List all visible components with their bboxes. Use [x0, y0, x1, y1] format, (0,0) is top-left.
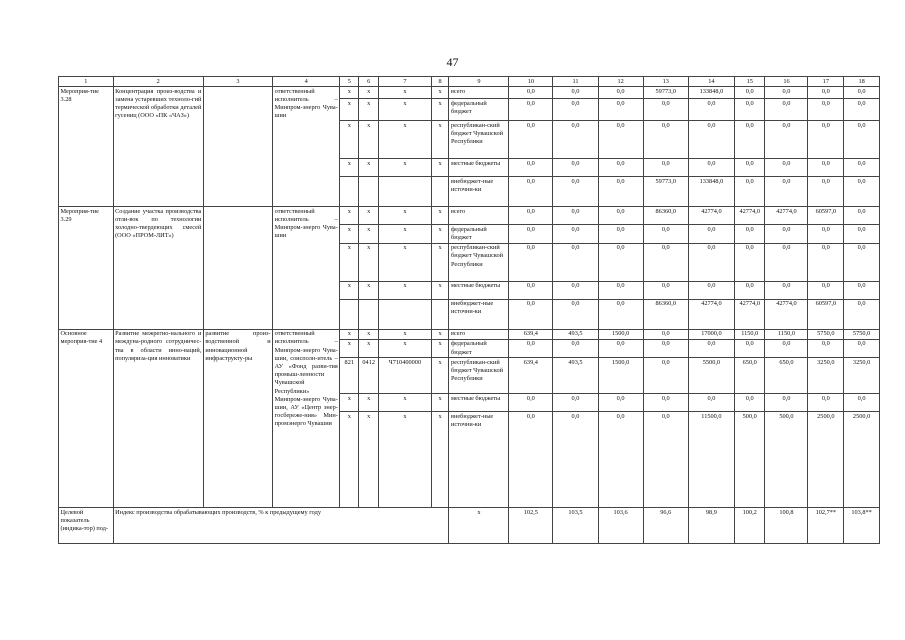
value-cell: 0,0 — [808, 99, 844, 121]
value-cell: 0,0 — [598, 121, 643, 159]
code-cell: х — [359, 394, 379, 412]
value-cell: 0,0 — [643, 339, 688, 357]
value-cell: 0,0 — [844, 394, 880, 412]
code-cell: х — [431, 99, 449, 121]
value-cell: 2500,0 — [844, 412, 880, 508]
value-cell: 0,0 — [509, 339, 553, 357]
value-cell: 0,0 — [688, 281, 734, 299]
code-cell: х — [431, 87, 449, 99]
measure-goal-cell — [203, 87, 272, 207]
value-cell: 0,0 — [844, 243, 880, 281]
code-cell: х — [379, 329, 431, 339]
code-cell: х — [359, 329, 379, 339]
value-cell: 0,0 — [765, 243, 808, 281]
executor-cell: ответственный исполнитель – Минпром-энерго Чува-шии — [273, 87, 340, 207]
code-cell: х — [379, 281, 431, 299]
table-row — [59, 207, 880, 225]
value-cell: 42774,0 — [735, 207, 765, 225]
funding-source-cell: внебюджет-ные источни-ки — [449, 177, 509, 207]
code-cell: х — [379, 159, 431, 177]
code-cell: х — [340, 281, 359, 299]
value-cell: 0,0 — [808, 159, 844, 177]
funding-source-cell: местные бюджеты — [449, 394, 509, 412]
value-cell: 0,0 — [844, 121, 880, 159]
code-cell: х — [340, 243, 359, 281]
code-cell: х — [340, 339, 359, 357]
measure-description-cell: Концентрация произ-водства и замена устаревших техноло-гий термической обработки деталей гусениц (ООО «ПК «ЧАЗ») — [113, 87, 203, 207]
code-cell: х — [359, 225, 379, 243]
measure-name-cell: Основное мероприя-тие 4 — [59, 329, 114, 508]
value-cell: 0,0 — [688, 339, 734, 357]
indicator-description-cell: Индекс производства обрабатывающих производств, % к предыдущему году — [113, 508, 449, 544]
value-cell: 42774,0 — [735, 299, 765, 329]
funding-source-cell: федеральный бюджет — [449, 99, 509, 121]
value-cell: 0,0 — [688, 225, 734, 243]
value-cell: 0,0 — [808, 87, 844, 99]
value-cell: 42774,0 — [765, 207, 808, 225]
value-cell: 3250,0 — [808, 358, 844, 394]
value-cell: 0,0 — [509, 281, 553, 299]
value-cell: 0,0 — [553, 412, 598, 508]
code-cell: х — [431, 394, 449, 412]
value-cell: 0,0 — [735, 99, 765, 121]
value-cell: 0,0 — [735, 394, 765, 412]
value-cell: 0,0 — [553, 281, 598, 299]
value-cell: 0,0 — [598, 159, 643, 177]
value-cell: 0,0 — [509, 207, 553, 225]
header-cell: 12 — [598, 77, 643, 87]
value-cell: 0,0 — [643, 121, 688, 159]
value-cell: 0,0 — [553, 339, 598, 357]
value-cell: 639,4 — [509, 329, 553, 339]
value-cell: 0,0 — [765, 159, 808, 177]
code-cell: х — [379, 121, 431, 159]
value-cell: 0,0 — [735, 339, 765, 357]
code-cell: х — [359, 99, 379, 121]
table-row — [59, 87, 880, 99]
code-cell — [431, 299, 449, 329]
header-cell: 1 — [59, 77, 114, 87]
value-cell: 0,0 — [844, 339, 880, 357]
value-cell: 42774,0 — [688, 207, 734, 225]
value-cell: 0,0 — [844, 225, 880, 243]
funding-source-cell: всего — [449, 329, 509, 339]
value-cell: 0,0 — [509, 121, 553, 159]
value-cell: 0,0 — [643, 394, 688, 412]
header-cell: 9 — [449, 77, 509, 87]
value-cell: 2500,0 — [808, 412, 844, 508]
value-cell: 0,0 — [598, 281, 643, 299]
code-cell: х — [340, 225, 359, 243]
value-cell: 0,0 — [643, 412, 688, 508]
code-cell — [359, 177, 379, 207]
header-cell: 7 — [379, 77, 431, 87]
value-cell: 0,0 — [688, 243, 734, 281]
value-cell: 1150,0 — [765, 329, 808, 339]
code-cell: х — [340, 207, 359, 225]
header-cell: 8 — [431, 77, 449, 87]
value-cell: 0,0 — [509, 412, 553, 508]
value-cell: 0,0 — [688, 394, 734, 412]
value-cell: 5750,0 — [844, 329, 880, 339]
value-cell: 42774,0 — [688, 299, 734, 329]
value-cell: 1500,0 — [598, 358, 643, 394]
value-cell: 0,0 — [808, 394, 844, 412]
value-cell: 0,0 — [553, 225, 598, 243]
header-cell: 4 — [273, 77, 340, 87]
value-cell: 1150,0 — [735, 329, 765, 339]
header-cell: 15 — [735, 77, 765, 87]
value-cell: 86360,0 — [643, 207, 688, 225]
measure-goal-cell — [203, 207, 272, 329]
code-cell — [431, 177, 449, 207]
value-cell: 0,0 — [735, 121, 765, 159]
value-cell: 0,0 — [844, 281, 880, 299]
code-cell: 0412 — [359, 358, 379, 394]
value-cell: 0,0 — [765, 87, 808, 99]
value-cell: 0,0 — [598, 177, 643, 207]
funding-source-cell: республикан-ский бюджет Чувашской Республики — [449, 243, 509, 281]
value-cell: 96,6 — [643, 508, 688, 544]
value-cell: 0,0 — [844, 299, 880, 329]
header-row — [59, 77, 880, 87]
value-cell: 0,0 — [598, 412, 643, 508]
value-cell: 0,0 — [844, 99, 880, 121]
code-cell: х — [359, 339, 379, 357]
measure-goal-cell: развитие произ-водственной и инновационной инфраструкту-ры — [203, 329, 272, 508]
code-cell — [340, 177, 359, 207]
value-cell: 102,5 — [509, 508, 553, 544]
code-cell: 821 — [340, 358, 359, 394]
code-cell: х — [379, 99, 431, 121]
code-cell: х — [379, 243, 431, 281]
value-cell: 0,0 — [553, 394, 598, 412]
value-cell: 0,0 — [808, 243, 844, 281]
value-cell: 100,8 — [765, 508, 808, 544]
value-cell: 86360,0 — [643, 299, 688, 329]
value-cell: 639,4 — [509, 358, 553, 394]
value-cell: 0,0 — [553, 159, 598, 177]
value-cell: 0,0 — [509, 299, 553, 329]
value-cell: 103,8** — [844, 508, 880, 544]
value-cell: 0,0 — [598, 87, 643, 99]
value-cell: 0,0 — [509, 159, 553, 177]
indicator-row — [59, 508, 880, 544]
code-cell: х — [431, 339, 449, 357]
value-cell: 0,0 — [643, 281, 688, 299]
header-cell: 11 — [553, 77, 598, 87]
value-cell: 650,0 — [735, 358, 765, 394]
value-cell: 0,0 — [844, 177, 880, 207]
code-cell: х — [379, 394, 431, 412]
value-cell: 5500,0 — [688, 358, 734, 394]
value-cell: 5750,0 — [808, 329, 844, 339]
budget-table — [58, 76, 880, 544]
code-cell: х — [431, 358, 449, 394]
value-cell: 0,0 — [735, 87, 765, 99]
measure-description-cell: Развитие межрегио-нального и междуна-родного сотрудничес-тва в области инно-ваций, популяриза-ция инноватики — [113, 329, 203, 508]
value-cell: 0,0 — [643, 358, 688, 394]
code-cell: х — [431, 412, 449, 508]
header-cell: 5 — [340, 77, 359, 87]
value-cell: 0,0 — [765, 177, 808, 207]
code-cell: х — [359, 207, 379, 225]
code-cell: х — [359, 412, 379, 508]
code-cell: х — [340, 394, 359, 412]
funding-source-cell: республикан-ский бюджет Чувашской Республики — [449, 121, 509, 159]
value-cell: 59773,0 — [643, 87, 688, 99]
header-cell: 3 — [203, 77, 272, 87]
value-cell: 0,0 — [598, 99, 643, 121]
code-cell: х — [379, 412, 431, 508]
value-cell: 0,0 — [765, 121, 808, 159]
value-cell: 0,0 — [553, 99, 598, 121]
value-cell: 0,0 — [765, 281, 808, 299]
header-cell: 16 — [765, 77, 808, 87]
value-cell: 0,0 — [643, 329, 688, 339]
value-cell: 0,0 — [509, 87, 553, 99]
header-cell: 14 — [688, 77, 734, 87]
value-cell: 11500,0 — [688, 412, 734, 508]
code-cell — [379, 299, 431, 329]
code-cell: х — [340, 99, 359, 121]
code-cell: х — [431, 121, 449, 159]
value-cell: 0,0 — [509, 99, 553, 121]
code-cell: х — [379, 207, 431, 225]
code-cell: х — [431, 207, 449, 225]
code-cell: х — [359, 87, 379, 99]
code-cell: х — [359, 281, 379, 299]
value-cell: 103,5 — [553, 508, 598, 544]
value-cell: 102,7** — [808, 508, 844, 544]
value-cell: 0,0 — [553, 87, 598, 99]
code-cell: х — [379, 225, 431, 243]
value-cell: 0,0 — [509, 394, 553, 412]
value-cell: 493,5 — [553, 358, 598, 394]
executor-cell: ответственный исполнитель – Минпром-энерго Чува-шии — [273, 207, 340, 329]
value-cell: 0,0 — [598, 299, 643, 329]
value-cell: 103,6 — [598, 508, 643, 544]
value-cell: 0,0 — [808, 121, 844, 159]
value-cell: 0,0 — [808, 225, 844, 243]
indicator-name-cell: Целевой показатель (индика-тор) под- — [59, 508, 114, 544]
value-cell: 0,0 — [688, 159, 734, 177]
value-cell: 0,0 — [509, 225, 553, 243]
value-cell: 0,0 — [553, 207, 598, 225]
header-cell: 2 — [113, 77, 203, 87]
code-cell: х — [449, 508, 509, 544]
value-cell: 0,0 — [844, 87, 880, 99]
measure-description-cell: Создание участка производства отли-вок по технологии холодно-твердеющих смесей (ООО «ПРОМ-ЛИТ») — [113, 207, 203, 329]
code-cell: х — [359, 243, 379, 281]
value-cell: 1500,0 — [598, 329, 643, 339]
measure-name-cell: Мероприя-тие 3.28 — [59, 87, 114, 207]
code-cell: х — [340, 121, 359, 159]
value-cell: 0,0 — [765, 225, 808, 243]
code-cell: Ч710400000 — [379, 358, 431, 394]
value-cell: 500,0 — [765, 412, 808, 508]
code-cell: х — [340, 329, 359, 339]
code-cell: х — [359, 121, 379, 159]
code-cell: х — [431, 225, 449, 243]
value-cell: 133848,0 — [688, 87, 734, 99]
value-cell: 493,5 — [553, 329, 598, 339]
funding-source-cell: республикан-ский бюджет Чувашской Республики — [449, 358, 509, 394]
value-cell: 0,0 — [643, 243, 688, 281]
value-cell: 0,0 — [509, 243, 553, 281]
code-cell: х — [379, 87, 431, 99]
value-cell: 0,0 — [735, 177, 765, 207]
value-cell: 0,0 — [598, 225, 643, 243]
value-cell: 0,0 — [808, 281, 844, 299]
value-cell: 0,0 — [735, 281, 765, 299]
value-cell: 0,0 — [808, 339, 844, 357]
code-cell: х — [359, 159, 379, 177]
code-cell: х — [379, 339, 431, 357]
code-cell — [340, 299, 359, 329]
value-cell: 133848,0 — [688, 177, 734, 207]
value-cell: 3250,0 — [844, 358, 880, 394]
value-cell: 0,0 — [643, 225, 688, 243]
value-cell: 0,0 — [808, 177, 844, 207]
funding-source-cell: местные бюджеты — [449, 159, 509, 177]
header-cell: 18 — [844, 77, 880, 87]
value-cell: 42774,0 — [765, 299, 808, 329]
value-cell: 0,0 — [688, 99, 734, 121]
code-cell — [359, 299, 379, 329]
funding-source-cell: внебюджет-ные источни-ки — [449, 412, 509, 508]
value-cell: 60597,0 — [808, 299, 844, 329]
value-cell: 0,0 — [553, 121, 598, 159]
code-cell: х — [431, 329, 449, 339]
value-cell: 0,0 — [553, 299, 598, 329]
funding-source-cell: местные бюджеты — [449, 281, 509, 299]
funding-source-cell: федеральный бюджет — [449, 225, 509, 243]
funding-source-cell: всего — [449, 207, 509, 225]
value-cell: 0,0 — [688, 121, 734, 159]
value-cell: 0,0 — [553, 177, 598, 207]
value-cell: 0,0 — [844, 159, 880, 177]
value-cell: 0,0 — [598, 394, 643, 412]
code-cell: х — [340, 87, 359, 99]
value-cell: 500,0 — [735, 412, 765, 508]
value-cell: 0,0 — [509, 177, 553, 207]
value-cell: 100,2 — [735, 508, 765, 544]
header-cell: 10 — [509, 77, 553, 87]
value-cell: 0,0 — [765, 99, 808, 121]
code-cell — [379, 177, 431, 207]
value-cell: 0,0 — [765, 394, 808, 412]
code-cell: х — [431, 281, 449, 299]
value-cell: 60597,0 — [808, 207, 844, 225]
value-cell: 0,0 — [765, 339, 808, 357]
value-cell: 0,0 — [553, 243, 598, 281]
value-cell: 98,9 — [688, 508, 734, 544]
value-cell: 0,0 — [643, 99, 688, 121]
value-cell: 650,0 — [765, 358, 808, 394]
value-cell: 0,0 — [735, 225, 765, 243]
header-cell: 13 — [643, 77, 688, 87]
value-cell: 0,0 — [735, 159, 765, 177]
code-cell: х — [431, 159, 449, 177]
code-cell: х — [340, 412, 359, 508]
value-cell: 0,0 — [643, 159, 688, 177]
value-cell: 0,0 — [598, 339, 643, 357]
page-number: 47 — [446, 55, 459, 69]
value-cell: 0,0 — [598, 243, 643, 281]
code-cell: х — [431, 243, 449, 281]
value-cell: 0,0 — [844, 207, 880, 225]
value-cell: 59773,0 — [643, 177, 688, 207]
funding-source-cell: федеральный бюджет — [449, 339, 509, 357]
header-cell: 17 — [808, 77, 844, 87]
funding-source-cell: всего — [449, 87, 509, 99]
header-cell: 6 — [359, 77, 379, 87]
value-cell: 0,0 — [598, 207, 643, 225]
funding-source-cell: внебюджет-ные источни-ки — [449, 299, 509, 329]
measure-name-cell: Мероприя-тие 3.29 — [59, 207, 114, 329]
executor-cell: ответственный исполнитель – Минпром-энерго Чува-шии, соисполн-итель – АУ «Фонд разви-тия промыш-ленности Чувашской Республики» Минпром-энерго Чува-шии, АУ «Центр энер-госбереже-ния» Мин-промэнерго Чувашии — [273, 329, 340, 508]
value-cell: 17000,0 — [688, 329, 734, 339]
code-cell: х — [340, 159, 359, 177]
table-row — [59, 329, 880, 339]
value-cell: 0,0 — [735, 243, 765, 281]
